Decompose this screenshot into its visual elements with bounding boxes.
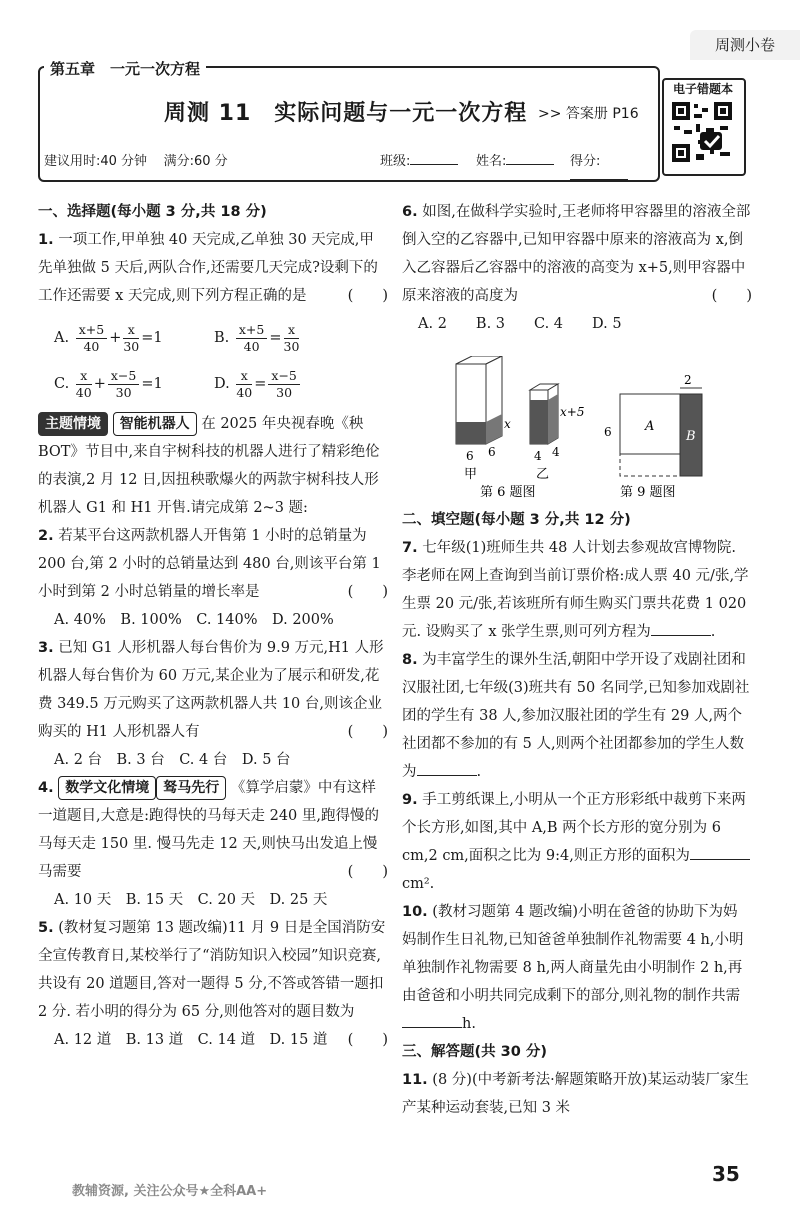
chapter-label: 第五章 一元一次方程 (44, 58, 206, 79)
section-solve: 三、解答题(共 30 分) (402, 1044, 548, 1060)
q8-blank[interactable] (417, 775, 477, 776)
label-two: 2 (684, 373, 692, 387)
score-field[interactable]: 得分: (570, 150, 644, 184)
question-3: 3. 已知 G1 人形机器人每台售价为 9.9 万元,H1 人形机器人每台售价为 60 万元,某企业为了展示和研发,花费 349.5 万元购买了这两款机器人共 10 台,则该企业购买的 H1 人形机器人有 ( ) (38, 640, 388, 740)
class-field[interactable]: 班级: (380, 150, 458, 169)
name-field[interactable]: 姓名: (476, 150, 554, 169)
info-bar (44, 150, 644, 169)
section-fill: 二、填空题(每小题 3 分,共 12 分) (402, 512, 631, 528)
fig6-caption: 第 6 题图 (480, 485, 536, 500)
question-6: 6. 如图,在做科学实验时,王老师将甲容器里的溶液全部倒入空的乙容器中,已知甲容器中原来的溶液高为 x,倒入乙容器后乙容器中的溶液的高变为 x+5,则甲容器中原来溶液的高度为 ( ) (402, 204, 752, 304)
q10-blank[interactable] (402, 1027, 462, 1028)
qr-code-icon[interactable] (670, 100, 734, 164)
label-x5: x+5 (560, 405, 585, 419)
section-choice: 一、选择题(每小题 3 分,共 18 分) (38, 204, 267, 220)
culture-name: 驽马先行 (156, 776, 226, 800)
question-5: 5. (教材复习题第 13 题改编)11 月 9 日是全国消防安全宣传教育日,某校举行了“消防知识入校园”知识竞赛,共设有 20 道题目,答对一题得 5 分,不答或答错一题扣 2 分. 若小明的得分为 65 分,则他答对的题目数为 ( ) (38, 920, 388, 1048)
q3-options[interactable]: A. 2 台 B. 3 台 C. 4 台 D. 5 台 (54, 752, 291, 768)
left-column (38, 198, 388, 1054)
q1-option-d[interactable]: D. $\frac{x}{40}$ = $\frac{x-5}{30}$ (214, 364, 302, 404)
theme-context: 主题情境 智能机器人 在 2025 年央视春晚《秧 BOT》节目中,来自宇树科技的机器人进行了精彩绝伦的表演,2 月 12 日,因扭秧歌爆火的两款宇树科技人形机器人 G1 和 H1 开售.请完成第 2~3 题: (38, 410, 388, 522)
theme-tag: 主题情境 (38, 412, 108, 436)
page-number: 35 (712, 1162, 740, 1186)
question-4: 4. 数学文化情境 驽马先行 《算学启蒙》中有这样一道题目,大意是:跑得快的马每天走 240 里,跑得慢的马每天走 150 里. 慢马先走 12 天,则快马出发追上慢马需要 ( ) (38, 774, 388, 886)
label-jia: 甲 (464, 467, 478, 482)
svg-text:6: 6 (466, 449, 474, 463)
question-7: 7. 七年级(1)班师生共 48 人计划去参观故宫博物院. 李老师在网上查询到当前订票价格:成人票 40 元/张,学生票 20 元/张,若该班所有师生购买门票共花费 1 020 元. 设购买了 x 张学生票,则可列方程为 . (402, 540, 749, 640)
answer-reference: >> 答案册 P16 (538, 106, 639, 122)
question-9: 9. 手工剪纸课上,小明从一个正方形彩纸中裁剪下来两个长方形,如图,其中 A,B 两个长方形的宽分别为 6 cm,2 cm,面积之比为 9:4,则正方形的面积为 cm². (402, 786, 752, 898)
q4-options[interactable]: A. 10 天 B. 15 天 C. 20 天 D. 25 天 (54, 892, 328, 908)
footer-note: 教辅资源, 关注公众号★全科AA+ (72, 1184, 268, 1199)
culture-tag: 数学文化情境 (58, 776, 156, 800)
time-label: 建议用时:40 分钟 (44, 154, 148, 169)
right-column-lower (402, 506, 752, 1122)
container-jia (456, 356, 502, 444)
question-8: 8. 为丰富学生的课外生活,朝阳中学开设了戏剧社团和汉服社团,七年级(3)班共有 50 名同学,已知参加戏剧社团的学生有 38 人,参加汉服社团的学生有 29 人,两个社团都不参加的有 5 人,则两个社团都参加的学生人数为 . (402, 652, 750, 780)
q1-options (54, 318, 388, 404)
figures-6-9 (430, 356, 730, 506)
svg-text:4: 4 (534, 449, 542, 463)
q9-blank[interactable] (690, 859, 750, 860)
qr-label: 电子错题本 (672, 82, 733, 96)
container-yi (530, 384, 558, 444)
label-yi: 乙 (536, 467, 550, 482)
right-column (402, 198, 752, 338)
svg-text:6: 6 (488, 445, 496, 459)
question-1: 1. 一项工作,甲单独 40 天完成,乙单独 30 天完成,甲先单独做 5 天后,两队合作,还需要几天完成?设剩下的工作还需要 x 天完成,则下列方程正确的是 ( ) (38, 232, 388, 304)
q6-options[interactable]: A. 2 B. 3 C. 4 D. 5 (418, 316, 622, 332)
question-10: 10. (教材习题第 4 题改编)小明在爸爸的协助下为妈妈制作生日礼物,已知爸爸单独制作礼物需要 4 h,小明单独制作礼物需要 8 h,两人商量先由小明制作 2 h,再由爸爸和小明共同完成剩下的部分,则礼物的制作共需h. (402, 904, 744, 1032)
question-2: 2. 若某平台这两款机器人开售第 1 小时的总销量为 200 台,第 2 小时的总销量达到 480 台,则该平台第 1 小时到第 2 小时总销量的增长率是 ( ) (38, 528, 388, 600)
q1-option-b[interactable]: B. $\frac{x+5}{40}$ = $\frac{x}{30}$ (214, 321, 300, 354)
question-11: 11. (8 分)(中考新考法·解题策略开放)某运动装厂家生产某种运动套装,已知 3 米 (402, 1072, 749, 1116)
q7-blank[interactable] (651, 635, 711, 636)
score-label: 满分:60 分 (163, 154, 228, 169)
label-b: B (686, 429, 696, 444)
page-title: 周测 11 实际问题与一元一次方程 (164, 101, 528, 126)
q5-options[interactable]: A. 12 道 B. 13 道 C. 14 道 D. 15 道 (54, 1032, 328, 1048)
svg-text:4: 4 (552, 445, 560, 459)
svg-text:6: 6 (604, 425, 612, 439)
fig9-caption: 第 9 题图 (620, 485, 676, 500)
q1-option-c[interactable]: C. $\frac{x}{40}$ + $\frac{x-5}{30}$ =1 (54, 367, 163, 400)
label-x: x (504, 417, 511, 431)
theme-name: 智能机器人 (113, 412, 197, 436)
q1-option-a[interactable]: A. $\frac{x+5}{40}$ + $\frac{x}{30}$ =1 (54, 321, 163, 354)
corner-tag: 周测小卷 (690, 30, 800, 60)
label-a: A (645, 419, 655, 434)
q2-options[interactable]: A. 40% B. 100% C. 140% D. 200% (54, 612, 334, 628)
